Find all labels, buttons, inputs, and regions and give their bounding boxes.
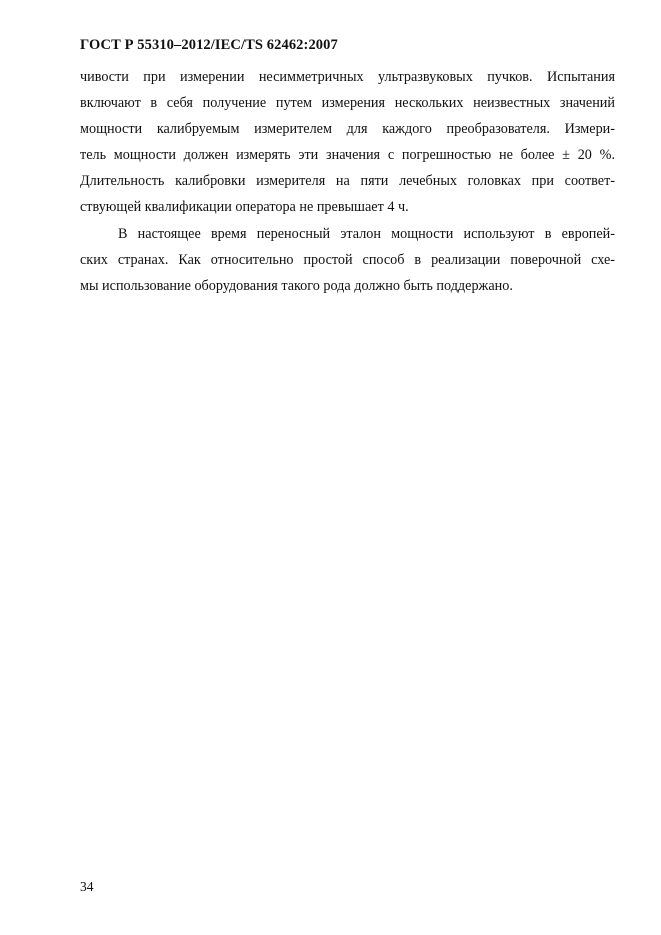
page-number: 34 xyxy=(80,879,94,894)
text-line: мы использование оборудования такого рода должно быть поддержано. xyxy=(80,277,513,294)
paragraph-first-line: В настоящее время переносный эталон мощности используют в европей- xyxy=(118,225,615,242)
text-line: Длительность калибровки измерителя на пяти лечебных головках при соответ- xyxy=(80,173,615,190)
text-line: включают в себя получение путем измерения нескольких неизвестных значений xyxy=(80,95,615,112)
text-line: тель мощности должен измерять эти значения с погрешностью не более ± 20 %. xyxy=(80,147,615,164)
text-line: мощности калибруемым измерителем для каждого преобразователя. Измери- xyxy=(80,121,615,138)
body-text xyxy=(80,64,615,299)
document-header: ГОСТ Р 55310–2012/IEC/TS 62462:2007 xyxy=(80,37,338,53)
text-line: ских странах. Как относительно простой способ в реализации поверочной схе- xyxy=(80,251,615,268)
text-line: чивости при измерении несимметричных ультразвуковых пучков. Испытания xyxy=(80,69,615,85)
text-line: ствующей квалификации оператора не превышает 4 ч. xyxy=(80,199,409,216)
